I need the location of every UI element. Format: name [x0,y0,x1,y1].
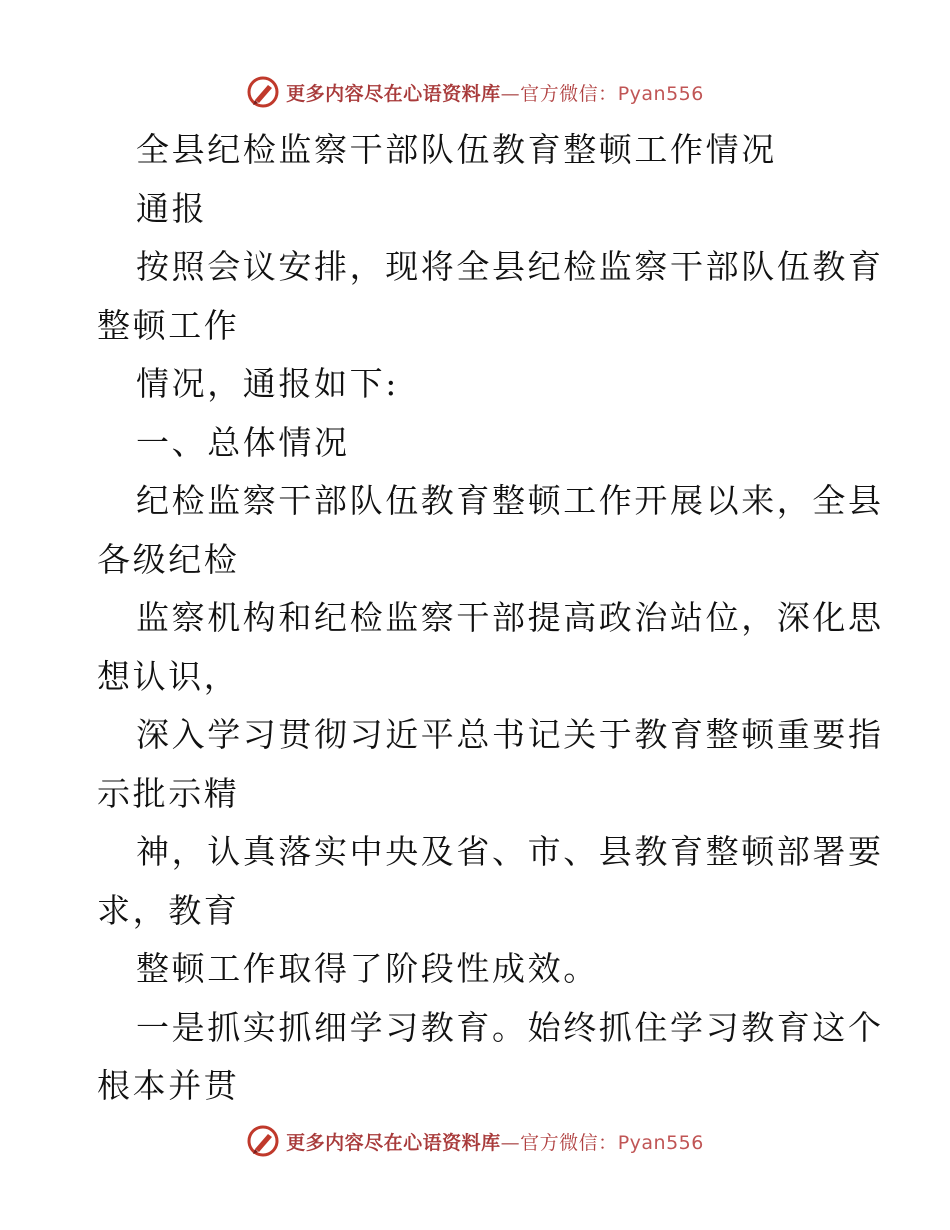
watermark-separator: — [500,82,521,105]
document-line: 整顿工作 [97,305,240,345]
watermark-contact-label: 官方微信： [520,82,618,105]
watermark-contact-label: 官方微信： [520,1131,618,1154]
document-line: 监察机构和纪检监察干部提高政治站位，深化思 [136,598,884,637]
document-line: 一、总体情况 [136,422,350,462]
document-line: 全县纪检监察干部队伍教育整顿工作情况 [136,130,777,169]
pen-logo-icon [246,75,280,109]
watermark-text [286,1128,704,1155]
document-line: 整顿工作取得了阶段性成效。 [136,949,599,988]
document-line: 示批示精 [97,773,240,813]
watermark-contact-handle: Pyan556 [617,82,704,105]
document-line: 情况，通报如下: [136,364,399,403]
document-line: 想认识， [97,656,240,696]
watermark-brand: 更多内容尽在心语资料库 [286,1131,501,1154]
document-line: 按照会议安排，现将全县纪检监察干部队伍教育 [136,247,884,286]
watermark-separator: — [500,1131,521,1154]
document-line: 根本并贯 [97,1066,240,1105]
watermark-footer [0,1121,950,1161]
document-line: 纪检监察干部队伍教育整顿工作开展以来，全县 [136,481,884,520]
document-line: 一是抓实抓细学习教育。始终抓住学习教育这个 [136,1007,884,1047]
document-line: 通报 [136,188,208,228]
watermark-text [286,79,704,106]
document-line: 各级纪检 [97,539,240,579]
watermark-header [0,72,950,112]
watermark-contact-handle: Pyan556 [617,1131,704,1154]
document-line: 求，教育 [97,890,240,930]
pen-logo-icon [246,1124,280,1158]
watermark-brand: 更多内容尽在心语资料库 [286,82,501,105]
document-body [97,121,884,1116]
document-line: 深入学习贯彻习近平总书记关于教育整顿重要指 [136,715,884,754]
document-line: 神，认真落实中央及省、市、县教育整顿部署要 [136,832,884,871]
